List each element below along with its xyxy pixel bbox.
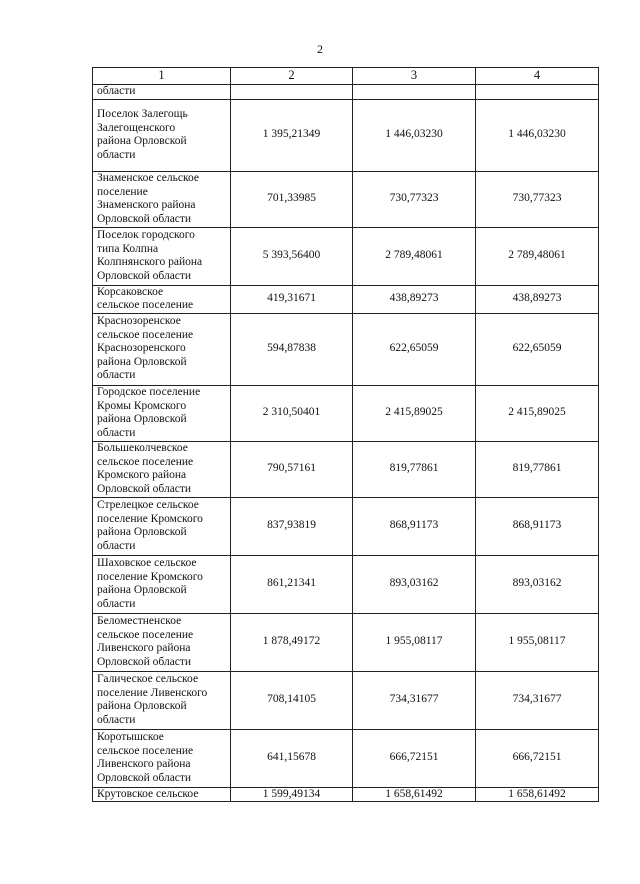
value-cell-col-2: 1 599,49134 — [231, 787, 353, 802]
settlement-name-line: района Орловской — [97, 413, 187, 425]
column-header: 4 — [476, 68, 599, 85]
value-cell-col-4: 1 658,61492 — [476, 787, 599, 802]
value-cell-col-3: 438,89273 — [353, 285, 476, 313]
settlement-name-line: Залегощенского — [97, 121, 176, 134]
value-cell-col-4: 622,65059 — [476, 313, 599, 385]
table-row — [93, 613, 599, 671]
settlement-name-line: Орловской области — [97, 269, 192, 282]
value-cell-col-4: 868,91173 — [476, 497, 599, 555]
value-cell-col-3: 734,31677 — [353, 671, 476, 729]
table-row — [93, 441, 599, 497]
value-cell-col-3: 2 789,48061 — [353, 227, 476, 285]
table-row — [93, 787, 599, 802]
settlement-name-line: Орловской области — [97, 482, 192, 495]
settlement-name-line: Коротышское — [97, 731, 164, 743]
table-row — [93, 227, 599, 285]
value-cell-col-4: 666,72151 — [476, 729, 599, 787]
column-header: 2 — [231, 68, 353, 85]
settlement-name-line: района Орловской — [97, 355, 187, 368]
settlement-name-line: Крутовское сельское — [97, 787, 199, 800]
settlement-name-line: поселение — [97, 185, 148, 198]
settlement-name-line: Поселок Залегощь — [97, 108, 188, 120]
value-cell-col-4: 2 415,89025 — [476, 385, 599, 441]
settlement-name-cell — [93, 313, 231, 385]
value-cell-col-3: 893,03162 — [353, 555, 476, 613]
value-cell-col-3: 1 446,03230 — [353, 99, 476, 171]
settlement-name-line: района Орловской — [97, 526, 187, 538]
settlement-name-cell — [93, 441, 231, 497]
data-table — [92, 67, 599, 802]
settlement-name-line: Колпнянского района — [97, 256, 203, 268]
settlement-name-line: Кромы Кромского — [97, 399, 187, 412]
settlement-name-cell — [93, 671, 231, 729]
value-cell-col-4: 438,89273 — [476, 285, 599, 313]
table-row — [93, 497, 599, 555]
settlement-name-line: Знаменского района — [97, 199, 196, 211]
column-header: 1 — [93, 68, 231, 85]
settlement-name-line: сельское поселение — [97, 744, 194, 757]
settlement-name-cell — [93, 99, 231, 171]
settlement-name-line: области — [97, 426, 136, 439]
settlement-name-line: поселение Кромского — [97, 570, 203, 583]
settlement-name-line: Стрелецкое сельское — [97, 499, 199, 511]
value-cell-col-3: 1 658,61492 — [353, 787, 476, 802]
settlement-name-line: типа Колпна — [97, 242, 159, 255]
settlement-name-line: района Орловской — [97, 584, 187, 596]
settlement-name-line: Знаменское сельское — [97, 172, 199, 184]
value-cell-col-2: 701,33985 — [231, 171, 353, 227]
value-cell-col-4: 734,31677 — [476, 671, 599, 729]
value-cell-col-3: 868,91173 — [353, 497, 476, 555]
settlement-name-line: Городское поселение — [97, 386, 201, 398]
value-cell-col-3: 1 955,08117 — [353, 613, 476, 671]
settlement-name-cell — [93, 613, 231, 671]
value-cell-col-4: 893,03162 — [476, 555, 599, 613]
value-cell-col-4: 730,77323 — [476, 171, 599, 227]
value-cell-col-4: 819,77861 — [476, 441, 599, 497]
settlement-name-line: области — [97, 713, 136, 726]
table-row — [93, 99, 599, 171]
settlement-name-line: Поселок городского — [97, 229, 195, 241]
settlement-name-line: области — [97, 369, 136, 382]
table-row — [93, 171, 599, 227]
value-cell-col-2: 594,87838 — [231, 313, 353, 385]
page-number: 2 — [317, 42, 323, 56]
settlement-name-line: Шаховское сельское — [97, 557, 197, 569]
table-row — [93, 385, 599, 441]
settlement-name-line: Орловской области — [97, 212, 192, 225]
settlement-name-line: Ливенского района — [97, 758, 191, 770]
value-cell-col-3: 666,72151 — [353, 729, 476, 787]
column-header: 3 — [353, 68, 476, 85]
table-row — [93, 85, 599, 100]
value-cell-col-2: 1 395,21349 — [231, 99, 353, 171]
settlement-name-line: сельское поселение — [97, 455, 194, 468]
value-cell-col-4 — [476, 85, 599, 100]
table-body — [93, 85, 599, 802]
settlement-name-line: Ливенского района — [97, 642, 191, 654]
value-cell-col-3: 819,77861 — [353, 441, 476, 497]
value-cell-col-4: 1 955,08117 — [476, 613, 599, 671]
value-cell-col-4: 1 446,03230 — [476, 99, 599, 171]
settlement-name-line: Кромского района — [97, 469, 187, 481]
settlement-name-cell — [93, 385, 231, 441]
value-cell-col-2: 2 310,50401 — [231, 385, 353, 441]
settlement-name-line: Орловской области — [97, 655, 192, 668]
settlement-name-line: сельское поселение — [97, 299, 194, 311]
table-row — [93, 671, 599, 729]
settlement-name-line: области — [97, 539, 136, 552]
value-cell-col-3: 622,65059 — [353, 313, 476, 385]
value-cell-col-3: 2 415,89025 — [353, 385, 476, 441]
settlement-name-line: сельское поселение — [97, 328, 194, 341]
settlement-name-line: области — [97, 85, 136, 97]
settlement-name-cell — [93, 555, 231, 613]
settlement-name-cell — [93, 285, 231, 313]
value-cell-col-3 — [353, 85, 476, 100]
value-cell-col-2: 5 393,56400 — [231, 227, 353, 285]
value-cell-col-2: 708,14105 — [231, 671, 353, 729]
value-cell-col-4: 2 789,48061 — [476, 227, 599, 285]
table-row — [93, 285, 599, 313]
value-cell-col-3: 730,77323 — [353, 171, 476, 227]
settlement-name-line: поселение Кромского — [97, 512, 203, 525]
settlement-name-cell — [93, 787, 231, 802]
value-cell-col-2 — [231, 85, 353, 100]
settlement-name-line: Краснозоренское — [97, 315, 181, 328]
settlement-name-line: района Орловской — [97, 700, 187, 712]
settlement-name-line: Большеколчевское — [97, 442, 188, 454]
table-row — [93, 555, 599, 613]
settlement-name-line: Галическое сельское — [97, 673, 199, 685]
settlement-name-cell — [93, 227, 231, 285]
settlement-name-line: Краснозоренского — [97, 342, 186, 355]
settlement-name-line: Орловской области — [97, 771, 192, 784]
settlement-name-line: Корсаковское — [97, 285, 164, 298]
settlement-name-cell — [93, 497, 231, 555]
value-cell-col-2: 861,21341 — [231, 555, 353, 613]
settlement-name-cell — [93, 85, 231, 100]
table-header-row — [93, 68, 599, 85]
settlement-name-line: Беломестненское — [97, 615, 182, 627]
settlement-name-line: поселение Ливенского — [97, 686, 208, 699]
settlement-name-line: сельское поселение — [97, 628, 194, 641]
value-cell-col-2: 641,15678 — [231, 729, 353, 787]
value-cell-col-2: 1 878,49172 — [231, 613, 353, 671]
settlement-name-line: области — [97, 597, 136, 610]
settlement-name-cell — [93, 729, 231, 787]
settlement-name-cell — [93, 171, 231, 227]
settlement-name-line: области — [97, 148, 136, 161]
table-row — [93, 729, 599, 787]
value-cell-col-2: 837,93819 — [231, 497, 353, 555]
table-row — [93, 313, 599, 385]
value-cell-col-2: 790,57161 — [231, 441, 353, 497]
settlement-name-line: района Орловской — [97, 135, 187, 147]
value-cell-col-2: 419,31671 — [231, 285, 353, 313]
